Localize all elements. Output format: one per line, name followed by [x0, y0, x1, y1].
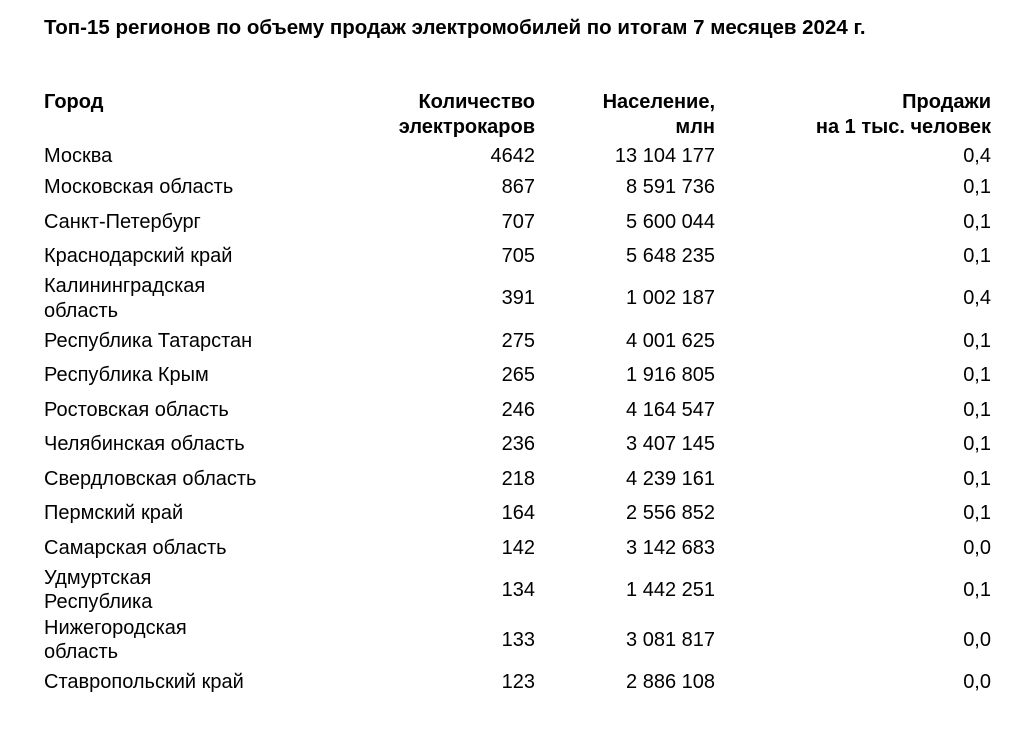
cell-per-thousand: 0,1 — [963, 245, 991, 267]
cell-population: 2 886 108 — [626, 671, 715, 693]
table-row — [44, 665, 991, 700]
cell-city: Ростовская область — [44, 398, 229, 421]
cell-city: Самарская область — [44, 536, 227, 559]
cell-cars: 142 — [501, 536, 535, 559]
cell-cars: 705 — [501, 245, 535, 267]
cell-per-thousand: 0,1 — [963, 364, 991, 386]
cell-city: Нижегородская область — [44, 616, 187, 663]
table-row — [44, 170, 991, 205]
cell-cars: 218 — [501, 467, 535, 490]
cell-city: Республика Крым — [44, 364, 209, 386]
cell-population: 5 600 044 — [626, 210, 715, 233]
sales-table — [44, 90, 991, 700]
cell-population: 4 239 161 — [626, 467, 715, 490]
cell-cars: 867 — [501, 176, 535, 198]
table-row — [44, 531, 991, 566]
cell-population: 8 591 736 — [626, 176, 715, 198]
cell-per-thousand: 0,1 — [963, 176, 991, 198]
cell-per-thousand: 0,0 — [963, 628, 991, 651]
cell-cars: 707 — [501, 210, 535, 233]
cell-cars: 164 — [501, 502, 535, 524]
cell-city: Москва — [44, 144, 113, 167]
table-row — [44, 142, 991, 170]
cell-per-thousand: 0,0 — [963, 536, 991, 559]
cell-city: Свердловская область — [44, 467, 257, 490]
cell-cars: 123 — [501, 671, 535, 693]
cell-population: 1 002 187 — [626, 287, 715, 310]
cell-per-thousand: 0,1 — [963, 467, 991, 490]
cell-per-thousand: 0,1 — [963, 398, 991, 421]
cell-cars: 4642 — [490, 144, 535, 167]
cell-cars: 391 — [501, 287, 535, 310]
column-header-cars: Количество электрокаров — [398, 91, 535, 138]
cell-per-thousand: 0,0 — [963, 671, 991, 693]
cell-city: Московская область — [44, 176, 234, 198]
cell-cars: 236 — [501, 433, 535, 455]
cell-population: 3 142 683 — [626, 536, 715, 559]
cell-population: 4 001 625 — [626, 329, 715, 352]
cell-population: 5 648 235 — [626, 245, 715, 267]
table-row — [44, 324, 991, 359]
cell-city: Санкт-Петербург — [44, 210, 201, 233]
column-header-per-thousand: Продажи на 1 тыс. человек — [815, 91, 991, 138]
table-row — [44, 358, 991, 393]
cell-city: Краснодарский край — [44, 245, 233, 267]
table-row — [44, 462, 991, 497]
cell-per-thousand: 0,1 — [963, 578, 991, 601]
cell-population: 4 164 547 — [626, 398, 715, 421]
cell-population: 2 556 852 — [626, 502, 715, 524]
cell-cars: 265 — [501, 364, 535, 386]
cell-cars: 246 — [501, 398, 535, 421]
table-row — [44, 393, 991, 428]
cell-cars: 275 — [501, 329, 535, 352]
cell-per-thousand: 0,4 — [963, 287, 991, 310]
cell-population: 13 104 177 — [614, 144, 715, 167]
table-row — [44, 496, 991, 531]
table-row — [44, 239, 991, 274]
cell-city: Пермский край — [44, 502, 184, 524]
cell-population: 1 916 805 — [626, 364, 715, 386]
cell-cars: 134 — [501, 578, 535, 601]
table-header — [44, 90, 991, 142]
cell-city: Калининградская область — [44, 275, 206, 322]
page-title: Топ-15 регионов по объему продаж электромобилей по итогам 7 месяцев 2024 г. — [44, 16, 866, 39]
cell-per-thousand: 0,1 — [963, 329, 991, 352]
cell-population: 3 407 145 — [626, 433, 715, 455]
table-body — [44, 142, 991, 700]
cell-per-thousand: 0,1 — [963, 433, 991, 455]
column-header-city: Город — [44, 91, 104, 113]
table-row — [44, 427, 991, 462]
cell-city: Республика Татарстан — [44, 329, 253, 352]
cell-city: Челябинская область — [44, 433, 245, 455]
cell-city: Удмуртская Республика — [44, 566, 153, 613]
table-row — [44, 274, 991, 324]
cell-cars: 133 — [501, 628, 535, 651]
table-row — [44, 565, 991, 615]
cell-population: 3 081 817 — [626, 628, 715, 651]
cell-per-thousand: 0,1 — [963, 502, 991, 524]
cell-per-thousand: 0,4 — [963, 144, 991, 167]
table-row — [44, 615, 991, 665]
cell-per-thousand: 0,1 — [963, 210, 991, 233]
table-row — [44, 205, 991, 240]
column-header-population: Население, млн — [602, 91, 715, 138]
cell-population: 1 442 251 — [626, 578, 715, 601]
cell-city: Ставропольский край — [44, 671, 244, 693]
